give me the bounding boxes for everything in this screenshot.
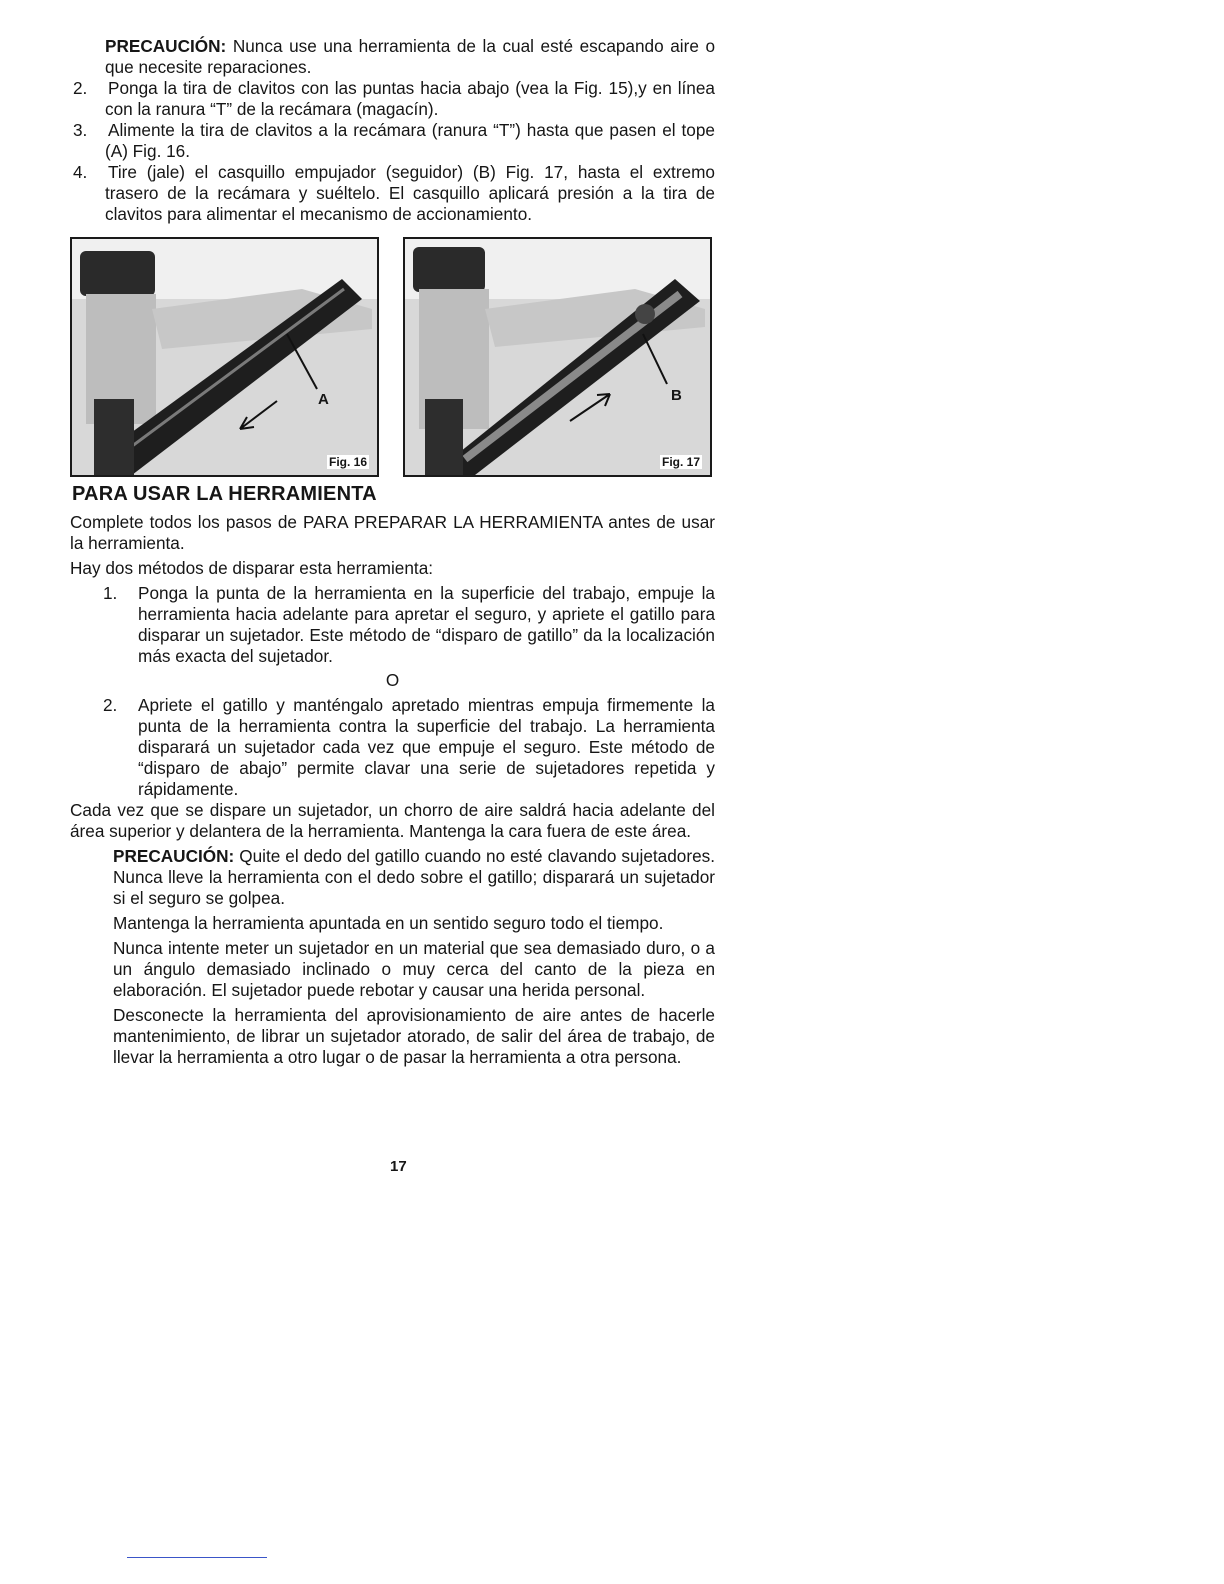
caution-text: Nunca use una herramienta de la cual esté escapando aire o que necesite reparaciones. bbox=[105, 36, 715, 77]
figure-16 bbox=[70, 237, 379, 477]
step-4 bbox=[70, 162, 715, 225]
caution-paragraph-2 bbox=[70, 846, 715, 909]
nailer-photo-a bbox=[72, 239, 377, 475]
footer-rule bbox=[127, 1557, 267, 1558]
method-1-number: 1. bbox=[103, 583, 118, 603]
section-title: PARA USAR LA HERRAMIENTA bbox=[72, 483, 377, 505]
air-warning-paragraph: Cada vez que se dispare un sujetador, un chorro de aire saldrá hacia adelante del área superior y delantera de la herramienta. Mantenga la cara fuera de este área. bbox=[70, 800, 715, 841]
method-1-text: Ponga la punta de la herramienta en la superficie del trabajo, empuje la herramienta hacia adelante para apretar el seguro, y apriete el gatillo para disparar un sujetador. Este método de “disparo de gatillo” da la localización más exacta del sujetador. bbox=[138, 583, 715, 666]
caution-label: PRECAUCIÓN: bbox=[105, 36, 227, 56]
method-2-number: 2. bbox=[103, 695, 118, 715]
intro-paragraph-1: Complete todos los pasos de PARA PREPARAR LA HERRAMIENTA antes de usar la herramienta. bbox=[70, 512, 715, 553]
nailer-photo-b bbox=[405, 239, 710, 475]
page-content bbox=[70, 36, 715, 1068]
step-4-text: Tire (jale) el casquillo empujador (seguidor) (B) Fig. 17, hasta el extremo trasero de la recámara y suéltelo. El casquillo aplicará presión a la tira de clavitos para alimentar el mecanismo de accionamiento. bbox=[105, 162, 715, 224]
caution-paragraph-1 bbox=[70, 36, 715, 78]
method-2 bbox=[103, 695, 715, 800]
caution-point-3: Desconecte la herramienta del aprovisionamiento de aire antes de hacerle mantenimiento, de librar un sujetador atorado, de salir del área de trabajo, de llevar la herramienta a otro lugar o de pasar la herramienta a otra persona. bbox=[113, 1005, 715, 1067]
step-3-text: Alimente la tira de clavitos a la recámara (ranura “T”) hasta que pasen el tope (A) Fig. 16. bbox=[105, 120, 715, 161]
step-2-text: Ponga la tira de clavitos con las puntas hacia abajo (vea la Fig. 15),y en línea con la ranura “T” de la recámara (magacín). bbox=[105, 78, 715, 119]
intro-paragraph-2: Hay dos métodos de disparar esta herramienta: bbox=[70, 558, 434, 578]
step-3 bbox=[70, 120, 715, 162]
step-3-number: 3. bbox=[73, 120, 88, 140]
page-number: 17 bbox=[390, 1158, 407, 1175]
fig-16-caption: Fig. 16 bbox=[328, 455, 367, 469]
figure-row bbox=[70, 237, 712, 477]
fig-17-caption: Fig. 17 bbox=[661, 455, 700, 469]
step-4-number: 4. bbox=[73, 162, 88, 182]
method-1 bbox=[103, 583, 715, 667]
figure-17 bbox=[403, 237, 712, 477]
caution-point-2: Nunca intente meter un sujetador en un material que sea demasiado duro, o a un ángulo demasiado inclinado o muy cerca del canto de la pieza en elaboración. El sujetador puede rebotar y causar una herida personal. bbox=[113, 938, 715, 1000]
fig-17-label-b: B bbox=[671, 387, 682, 404]
step-2-number: 2. bbox=[73, 78, 88, 98]
or-separator: O bbox=[385, 670, 400, 690]
caution-2-text: Quite el dedo del gatillo cuando no esté clavando sujetadores. Nunca lleve la herramienta con el dedo sobre el gatillo; disparará un sujetador si el seguro se golpea. bbox=[113, 846, 715, 908]
caution-2-label: PRECAUCIÓN: bbox=[113, 846, 235, 866]
method-2-text: Apriete el gatillo y manténgalo apretado mientras empuja firmemente la punta de la herramienta contra la superficie del trabajo. La herramienta disparará un sujetador cada vez que empuje el seguro. Este método de “disparo de abajo” permite clavar una serie de sujetadores repetida y rápidamente. bbox=[138, 695, 715, 799]
caution-point-1: Mantenga la herramienta apuntada en un sentido seguro todo el tiempo. bbox=[113, 913, 664, 933]
fig-16-label-a: A bbox=[318, 391, 329, 408]
step-2 bbox=[70, 78, 715, 120]
